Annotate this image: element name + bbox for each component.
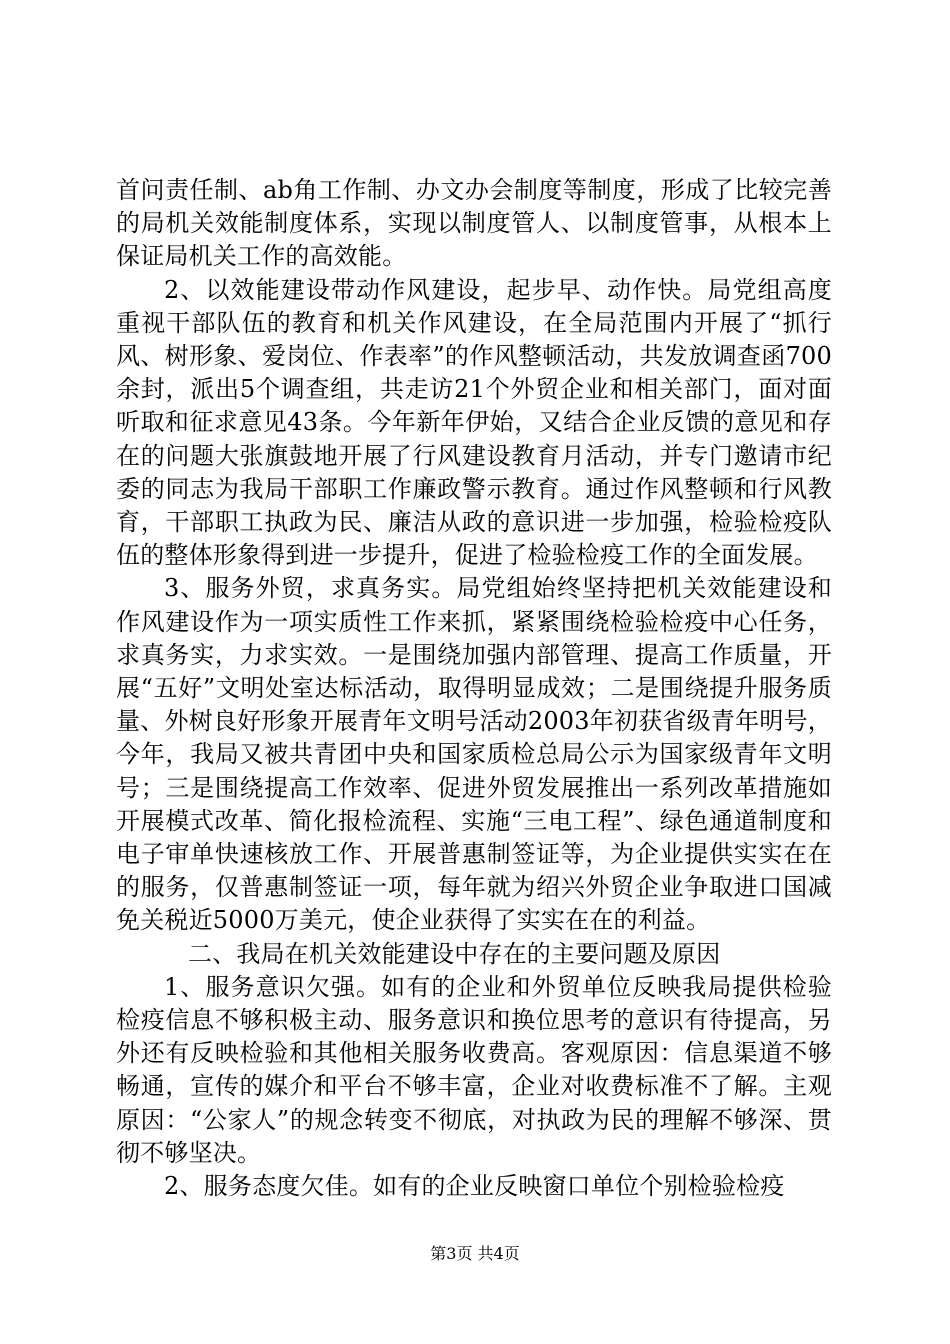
document-body (116, 174, 832, 1203)
paragraph-problem-1: 1、服务意识欠强。如有的企业和外贸单位反映我局提供检验检疫信息不够积极主动、服务意识和换位思考的意识有待提高，另外还有反映检验和其他相关服务收费高。客观原因：信息渠道不够畅通，宣传的媒介和平台不够丰富，企业对收费标准不了解。主观原因：“公家人”的规念转变不彻底，对执政为民的理解不够深、贯彻不够坚决。 (116, 972, 832, 1167)
paragraph-problem-2: 2、服务态度欠佳。如有的企业反映窗口单位个别检验检疫 (164, 1172, 785, 1201)
paragraph-item-2: 2、以效能建设带动作风建设，起步早、动作快。局党组高度重视干部队伍的教育和机关作风建设，在全局范围内开展了“抓行风、树形象、爱岗位、作表率”的作风整顿活动，共发放调查函700余封，派出5个调查组，共走访21个外贸企业和相关部门，面对面听取和征求意见43条。今年新年伊始，又结合企业反馈的意见和存在的问题大张旗鼓地开展了行风建设教育月活动，并专门邀请市纪委的同志为我局干部职工作廉政警示教育。通过作风整顿和行风教育，干部职工执政为民、廉洁从政的意识进一步加强，检验检疫队伍的整体形象得到进一步提升，促进了检验检疫工作的全面发展。 (116, 275, 832, 570)
paragraph-continuation: 首问责任制、ab角工作制、办文办会制度等制度，形成了比较完善的局机关效能制度体系，实现以制度管人、以制度管事，从根本上保证局机关工作的高效能。 (116, 176, 832, 271)
section-heading: 二、我局在机关效能建设中存在的主要问题及原因 (188, 939, 721, 968)
paragraph-item-3: 3、服务外贸，求真务实。局党组始终坚持把机关效能建设和作风建设作为一项实质性工作来抓，紧紧围绕检验检疫中心任务，求真务实，力求实效。一是围绕加强内部管理、提高工作质量，开展“五好”文明处室达标活动，取得明显成效；二是围绕提升服务质量、外树良好形象开展青年文明号活动2003年初获省级青年明号，今年，我局又被共青团中央和国家质检总局公示为国家级青年文明号；三是围绕提高工作效率、促进外贸发展推出一系列改革措施如开展模式改革、简化报检流程、实施“三电工程”、绿色通道制度和电子审单快速核放工作、开展普惠制签证等，为企业提供实实在在的服务，仅普惠制签证一项，每年就为绍兴外贸企业争取进口国减免关税近5000万美元，使企业获得了实实在在的利益。 (116, 574, 832, 935)
page-footer: 第3页 共4页 (430, 1244, 520, 1263)
